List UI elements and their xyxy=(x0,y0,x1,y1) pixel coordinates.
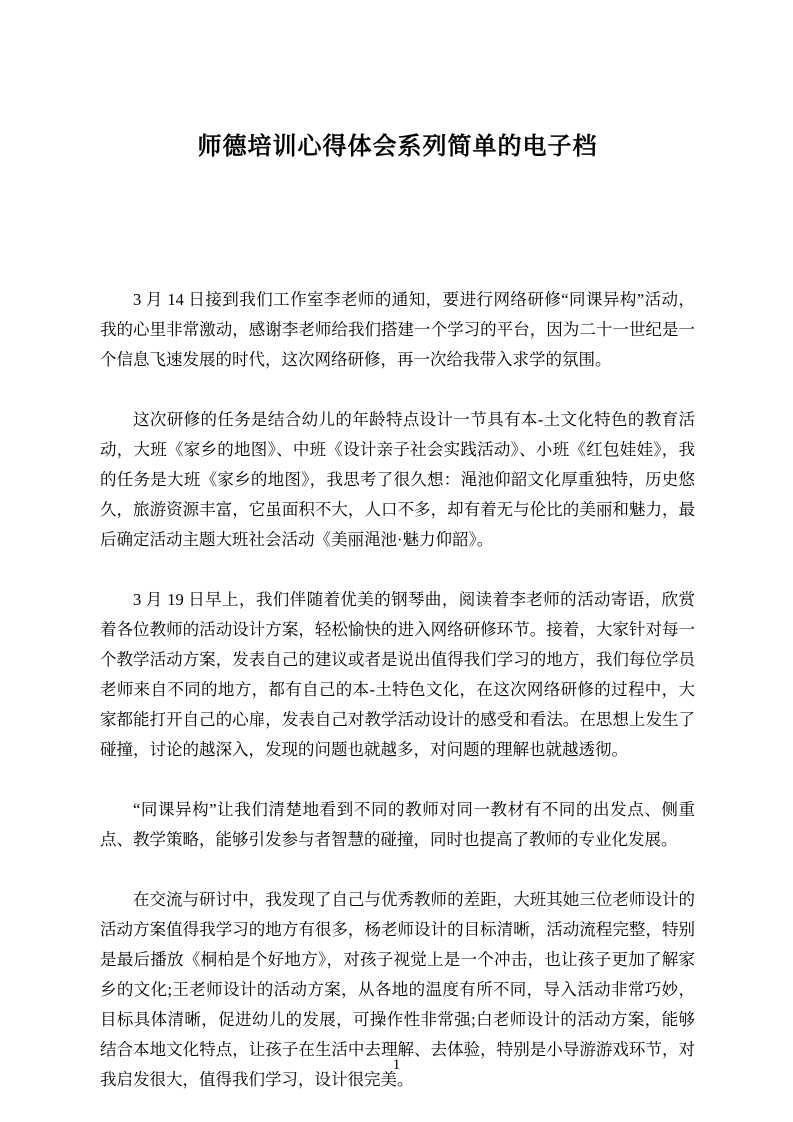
page-number: 1 xyxy=(392,1057,401,1073)
document-title: 师德培训心得体会系列简单的电子档 xyxy=(197,134,598,160)
paragraph: 3 月 19 日早上，我们伴随着优美的钢琴曲，阅读着李老师的活动寄语，欣赏着各位教师的活动设计方案，轻松愉快的进入网络研修环节。接着，大家针对每一个教学活动方案，发表自己的建议或者是说出值得我们学习的地方，我们每位学员老师来自不同的地方，都有自己的本-土特色文化，在这次网络研修的过程中，大家都能打开自己的心扉，发表自己对教学活动设计的感受和看法。在思想上发生了碰撞，讨论的越深入，发现的问题也就越多，对问题的理解也就越透彻。 xyxy=(100,590,695,760)
paragraph: 这次研修的任务是结合幼儿的年龄特点设计一节具有本-土文化特色的教育活动，大班《家乡的地图》、中班《设计亲子社会实践活动》、小班《红包娃娃》，我的任务是大班《家乡的地图》，我思考了很久想：渑池仰韶文化厚重独特，历史悠久，旅游资源丰富，它虽面积不大，人口不多，却有着无与伦比的美丽和魅力，最后确定活动主题大班社会活动《美丽渑池·魅力仰韶》。 xyxy=(100,410,695,550)
page-footer xyxy=(0,1056,793,1074)
paragraph: 在交流与研讨中，我发现了自己与优秀教师的差距，大班其她三位老师设计的活动方案值得我学习的地方有很多，杨老师设计的目标清晰，活动流程完整，特别是最后播放《桐柏是个好地方》，对孩子视觉上是一个冲击，也让孩子更加了解家乡的文化;王老师设计的活动方案，从各地的温度有所不同，导入活动非常巧妙，目标具体清晰，促进幼儿的发展，可操作性非常强;白老师设计的活动方案，能够结合本地文化特点，让孩子在生活中去理解、去体验，特别是小导游游戏环节，对我启发很大，值得我们学习，设计很完美。 xyxy=(100,890,695,1090)
paragraph: 3 月 14 日接到我们工作室李老师的通知，要进行网络研修“同课异构”活动，我的心里非常激动，感谢李老师给我们搭建一个学习的平台，因为二十一世纪是一个信息飞速发展的时代，这次网络研修，再一次给我带入求学的氛围。 xyxy=(100,290,695,370)
paragraph: “同课异构”让我们清楚地看到不同的教师对同一教材有不同的出发点、侧重点、教学策略，能够引发参与者智慧的碰撞，同时也提高了教师的专业化发展。 xyxy=(100,800,695,850)
document-body xyxy=(100,285,695,1095)
